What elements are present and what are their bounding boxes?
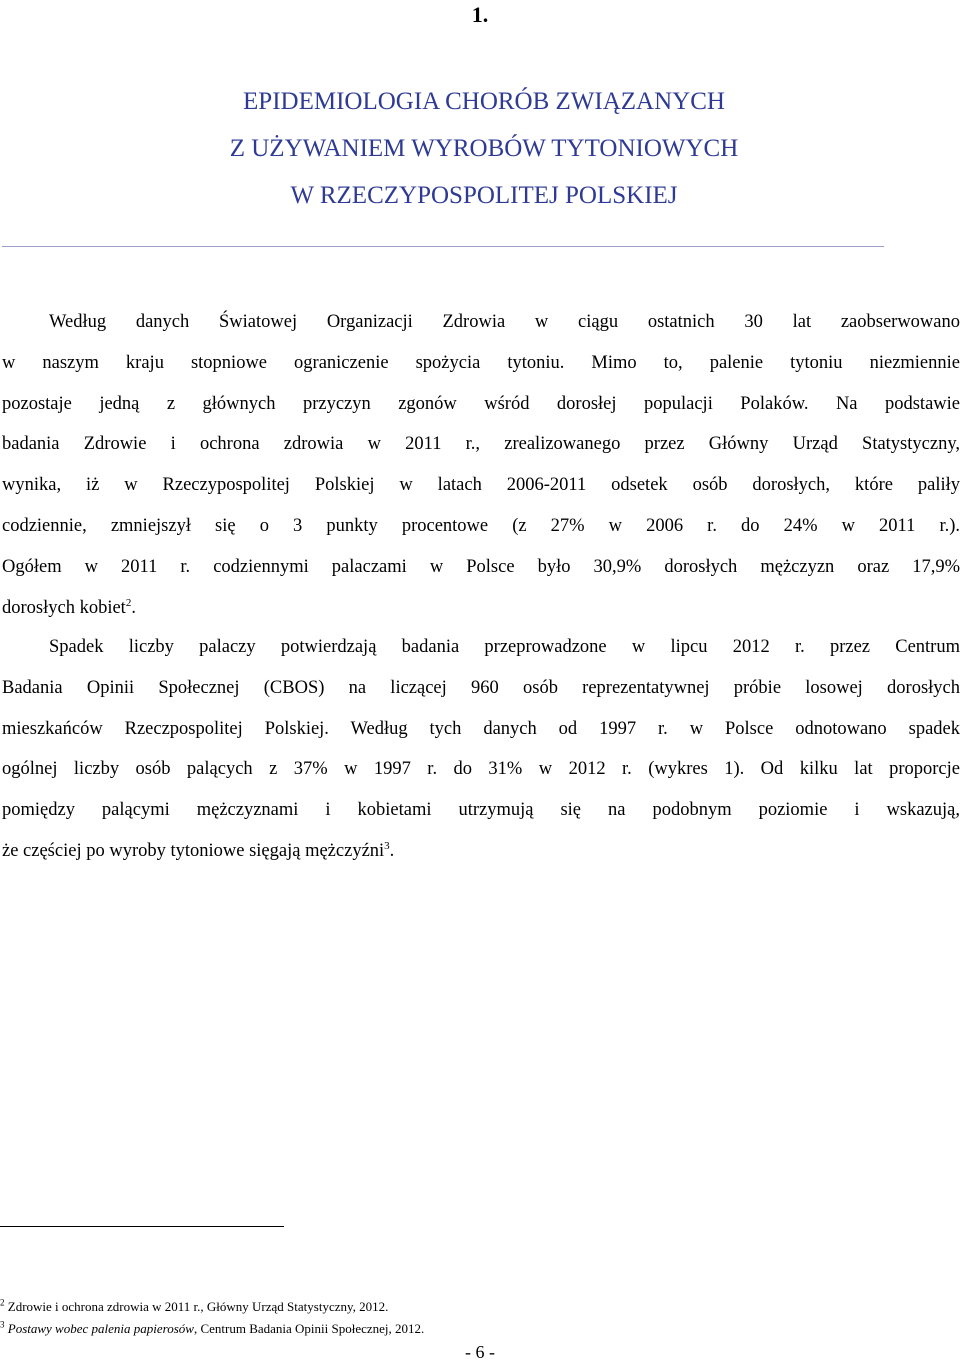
footnote-divider: [0, 1226, 284, 1227]
paragraph-line: ogólnej liczby osób palących z 37% w 1997 r. do 31% w 2012 r. (wykres 1). Od kilku lat proporcje: [2, 759, 960, 780]
paragraph-line: mieszkańców Rzeczpospolitej Polskiej. Według tych danych od 1997 r. w Polsce odnotowano spadek: [2, 718, 960, 739]
footnote-italic-title: Postawy wobec palenia papierosów: [7, 1321, 194, 1336]
paragraph-end: .: [131, 597, 136, 618]
footnote-number: 3: [0, 1319, 5, 1330]
page-number: - 6 -: [465, 1342, 495, 1362]
paragraph-text: że częściej po wyroby tytoniowe sięgają mężczyźni: [2, 840, 385, 861]
paragraph-line: codziennie, zmniejszył się o 3 punkty procentowe (z 27% w 2006 r. do 24% w 2011 r.).: [2, 515, 960, 536]
paragraph-2: [2, 627, 960, 872]
paragraph-line: badania Zdrowie i ochrona zdrowia w 2011 r., zrealizowanego przez Główny Urząd Statystyczny,: [2, 434, 960, 455]
footnote-3: [0, 1320, 424, 1338]
footnote-text: Zdrowie i ochrona zdrowia w 2011 r., Główny Urząd Statystyczny, 2012.: [7, 1299, 389, 1314]
title-divider: [2, 246, 884, 247]
paragraph-line-last: [2, 588, 960, 629]
footnote-number: 2: [0, 1297, 5, 1308]
footnote-2: [0, 1298, 388, 1316]
footnote-text: , Centrum Badania Opinii Społecznej, 2012.: [193, 1321, 425, 1336]
chapter-title-line-3: W RZECZYPOSPOLITEJ POLSKIEJ: [290, 182, 678, 209]
paragraph-1: [2, 302, 960, 628]
paragraph-end: .: [389, 840, 395, 861]
chapter-title-line-2: Z UŻYWANIEM WYROBÓW TYTONIOWYCH: [229, 135, 739, 162]
paragraph-line: pomiędzy palącymi mężczyznami i kobietami utrzymują się na podobnym poziomie i wskazują,: [2, 800, 960, 821]
paragraph-line: Według danych Światowej Organizacji Zdrowia w ciągu ostatnich 30 lat zaobserwowano: [49, 312, 960, 332]
chapter-title-line-1: EPIDEMIOLOGIA CHORÓB ZWIĄZANYCH: [243, 88, 725, 115]
paragraph-line-last: [2, 831, 960, 872]
paragraph-line: Ogółem w 2011 r. codziennymi palaczami w Polsce było 30,9% dorosłych mężczyzn oraz 17,9%: [2, 556, 960, 577]
paragraph-line: pozostaje jedną z głównych przyczyn zgonów wśród dorosłej populacji Polaków. Na podstawie: [2, 393, 960, 414]
paragraph-text: dorosłych kobiet: [2, 597, 126, 618]
paragraph-line: Spadek liczby palaczy potwierdzają badania przeprowadzone w lipcu 2012 r. przez Centrum: [49, 637, 960, 657]
chapter-number: 1.: [471, 2, 489, 27]
paragraph-line: w naszym kraju stopniowe ograniczenie spożycia tytoniu. Mimo to, palenie tytoniu niezmiennie: [2, 352, 960, 373]
footnote-ref[interactable]: 2: [125, 596, 132, 609]
footnote-ref[interactable]: 3: [384, 839, 390, 852]
paragraph-line: Badania Opinii Społecznej (CBOS) na liczącej 960 osób reprezentatywnej próbie losowej dorosłych: [2, 677, 960, 698]
paragraph-line: wynika, iż w Rzeczypospolitej Polskiej w latach 2006-2011 odsetek osób dorosłych, które paliły: [2, 475, 960, 496]
